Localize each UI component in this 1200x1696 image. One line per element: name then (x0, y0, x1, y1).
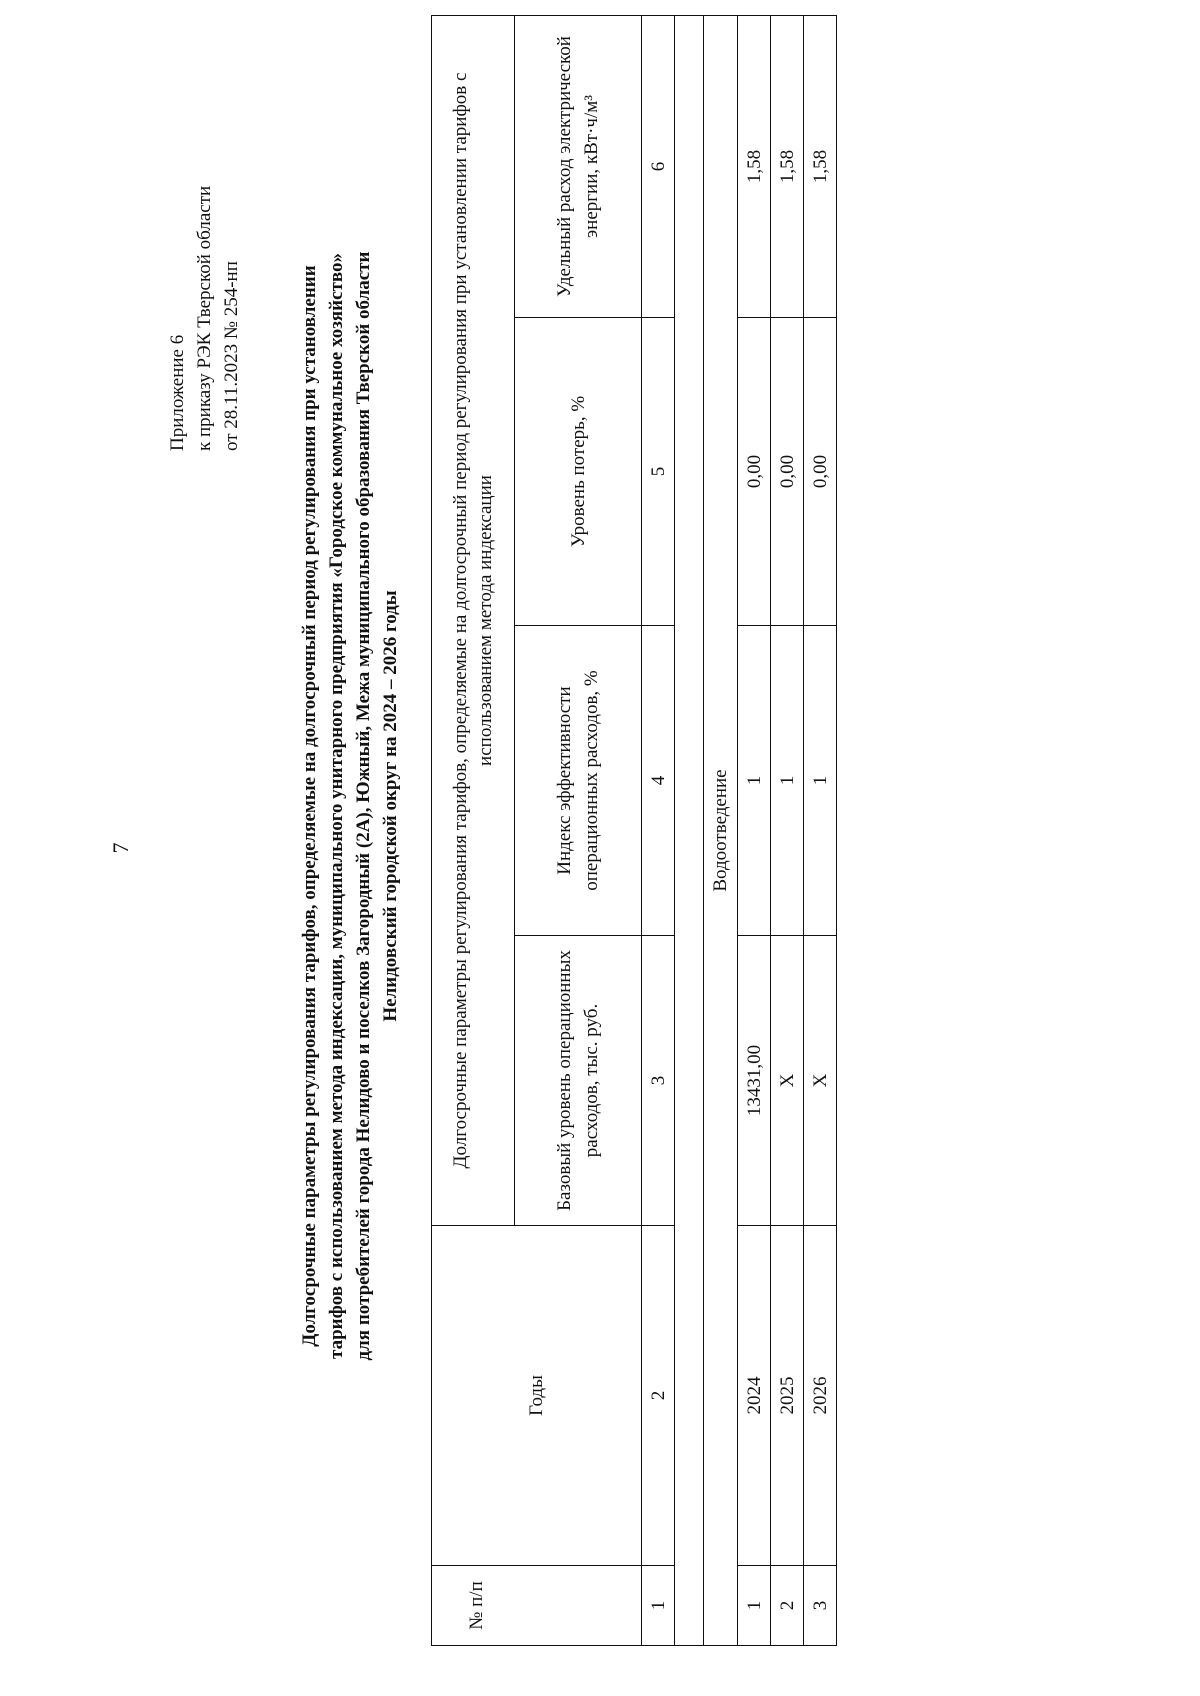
cell-num: 3 (804, 1566, 837, 1646)
cell-base-cost: X (771, 936, 804, 1226)
column-number: 3 (642, 936, 675, 1226)
cell-year: 2025 (771, 1226, 804, 1566)
title-line-1: Долгосрочные параметры регулирования тарифов, определяемые на долгосрочный период регулирования при установлении (299, 265, 320, 1347)
column-number: 5 (642, 318, 675, 626)
column-number: 1 (642, 1566, 675, 1646)
cell-efficiency-index: 1 (738, 626, 771, 936)
cell-base-cost: X (804, 936, 837, 1226)
cell-efficiency-index: 1 (804, 626, 837, 936)
table-row (771, 16, 804, 1646)
appendix-line-3: от 28.11.2023 № 254-нп (221, 261, 242, 451)
cell-num: 1 (738, 1566, 771, 1646)
section-row (704, 16, 738, 1646)
cell-loss-level: 0,00 (738, 318, 771, 626)
column-number: 4 (642, 626, 675, 936)
cell-year: 2024 (738, 1226, 771, 1566)
header-years: Годы (432, 1226, 642, 1566)
appendix-line-1: Приложение 6 (167, 334, 188, 451)
cell-specific-energy: 1,58 (738, 16, 771, 318)
column-number: 2 (642, 1226, 675, 1566)
header-group: Долгосрочные параметры регулирования тарифов, определяемые на долгосрочный период регулирования при установлении тарифов с использованием метода индексации (432, 16, 515, 1226)
table-row (804, 16, 837, 1646)
table-header-row (432, 16, 515, 1646)
cell-efficiency-index: 1 (771, 626, 804, 936)
table-row (738, 16, 771, 1646)
header-base-cost: Базовый уровень операционных расходов, тыс. руб. (515, 936, 642, 1226)
header-num: № п/п (432, 1566, 642, 1646)
title-line-4: Нелидовский городской округ на 2024 – 2026 годы (380, 590, 401, 1022)
cell-num: 2 (771, 1566, 804, 1646)
cell-base-cost: 13431,00 (738, 936, 771, 1226)
spacer-cell (675, 16, 704, 1646)
page-number: 7 (108, 842, 133, 854)
title-line-2: тарифов с использованием метода индексации, муниципального унитарного предприятия «Городское коммунальное хозяйство» (326, 253, 347, 1359)
cell-specific-energy: 1,58 (771, 16, 804, 318)
parameters-table (431, 15, 837, 1646)
spacer-row (675, 16, 704, 1646)
document-title (296, 116, 404, 1496)
cell-loss-level: 0,00 (771, 318, 804, 626)
column-number: 6 (642, 16, 675, 318)
header-efficiency-index: Индекс эффективности операционных расходов, % (515, 626, 642, 936)
section-title: Водоотведение (704, 16, 738, 1646)
header-specific-energy: Удельный расход электрической энергии, кВт·ч/м³ (515, 16, 642, 318)
column-numbers-row (642, 16, 675, 1646)
parameters-table-wrapper (431, 15, 837, 1646)
title-line-3: для потребителей города Нелидово и поселков Загородный (2А), Южный, Межа муниципального образования Тверской области (353, 251, 374, 1361)
appendix-block (164, 186, 245, 451)
cell-specific-energy: 1,58 (804, 16, 837, 318)
cell-loss-level: 0,00 (804, 318, 837, 626)
appendix-line-2: к приказу РЭК Тверской области (194, 185, 215, 451)
header-loss-level: Уровень потерь, % (515, 318, 642, 626)
cell-year: 2026 (804, 1226, 837, 1566)
